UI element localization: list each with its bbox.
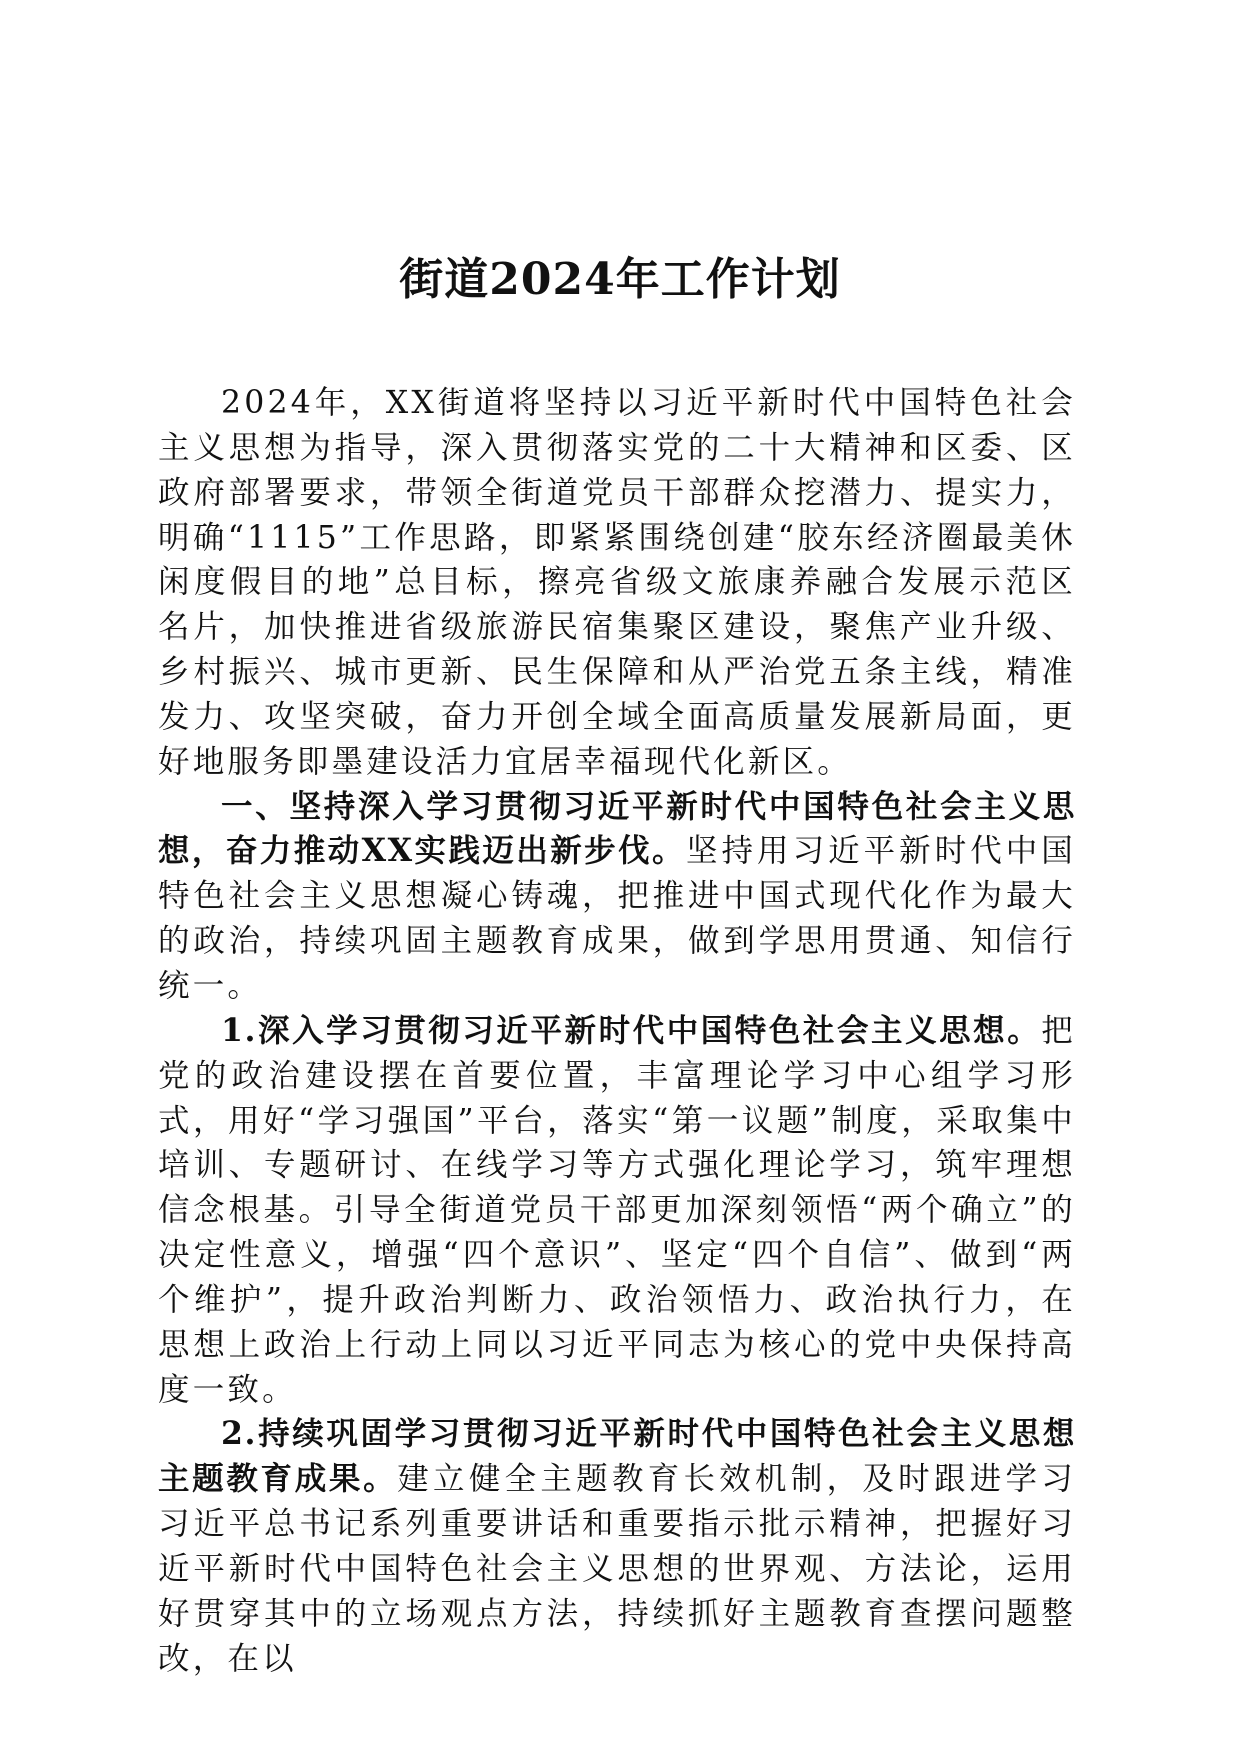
paragraph-text: 把党的政治建设摆在首要位置，丰富理论学习中心组学习形式，用好“学习强国”平台，落实“第一议题”制度，采取集中培训、专题研讨、在线学习等方式强化理论学习，筑牢理想信念根基。引导全街道党员干部更加深刻领悟“两个确立”的决定性意义，增强“四个意识”、坚定“四个自信”、做到“两个维护”，提升政治判断力、政治领悟力、政治执行力，在思想上政治上行动上同以习近平同志为核心的党中央保持高度一致。 — [158, 1012, 1076, 1408]
item-heading: 1.深入学习贯彻习近平新时代中国特色社会主义思想。 — [221, 1011, 1042, 1049]
item-1-paragraph — [158, 1009, 1076, 1413]
paragraph-text: 2024年，XX街道将坚持以习近平新时代中国特色社会主义思想为指导，深入贯彻落实党的二十大精神和区委、区政府部署要求，带领全街道党员干部群众挖潜力、提实力，明确“1115”工作思路，即紧紧围绕创建“胶东经济圈最美休闲度假目的地”总目标，擦亮省级文旅康养融合发展示范区名片，加快推进省级旅游民宿集聚区建设，聚焦产业升级、乡村振兴、城市更新、民生保障和从严治党五条主线，精准发力、攻坚突破，奋力开创全域全面高质量发展新局面，更好地服务即墨建设活力宜居幸福现代化新区。 — [158, 385, 1076, 780]
section-heading: 一、坚持深入学习贯彻习近平新时代中国特色社会主义思想，奋力推动XX实践迈出新步伐。 — [158, 787, 1076, 870]
section-1-paragraph — [158, 785, 1076, 1009]
item-heading: 2.持续巩固学习贯彻习近平新时代中国特色社会主义思想主题教育成果。 — [158, 1415, 1076, 1498]
paragraph-text: 坚持用习近平新时代中国特色社会主义思想凝心铸魂，把推进中国式现代化作为最大的政治，持续巩固主题教育成果，做到学思用贯通、知信行统一。 — [158, 833, 1077, 1004]
document-title: 街道2024年工作计划 — [399, 254, 841, 305]
intro-paragraph — [158, 381, 1076, 785]
paragraph-text: 建立健全主题教育长效机制，及时跟进学习习近平总书记系列重要讲话和重要指示批示精神，把握好习近平新时代中国特色社会主义思想的世界观、方法论，运用好贯穿其中的立场观点方法，持续抓好主题教育查摆问题整改，在以 — [158, 1461, 1076, 1677]
item-2-paragraph — [158, 1412, 1076, 1681]
document-body — [158, 381, 1076, 1681]
